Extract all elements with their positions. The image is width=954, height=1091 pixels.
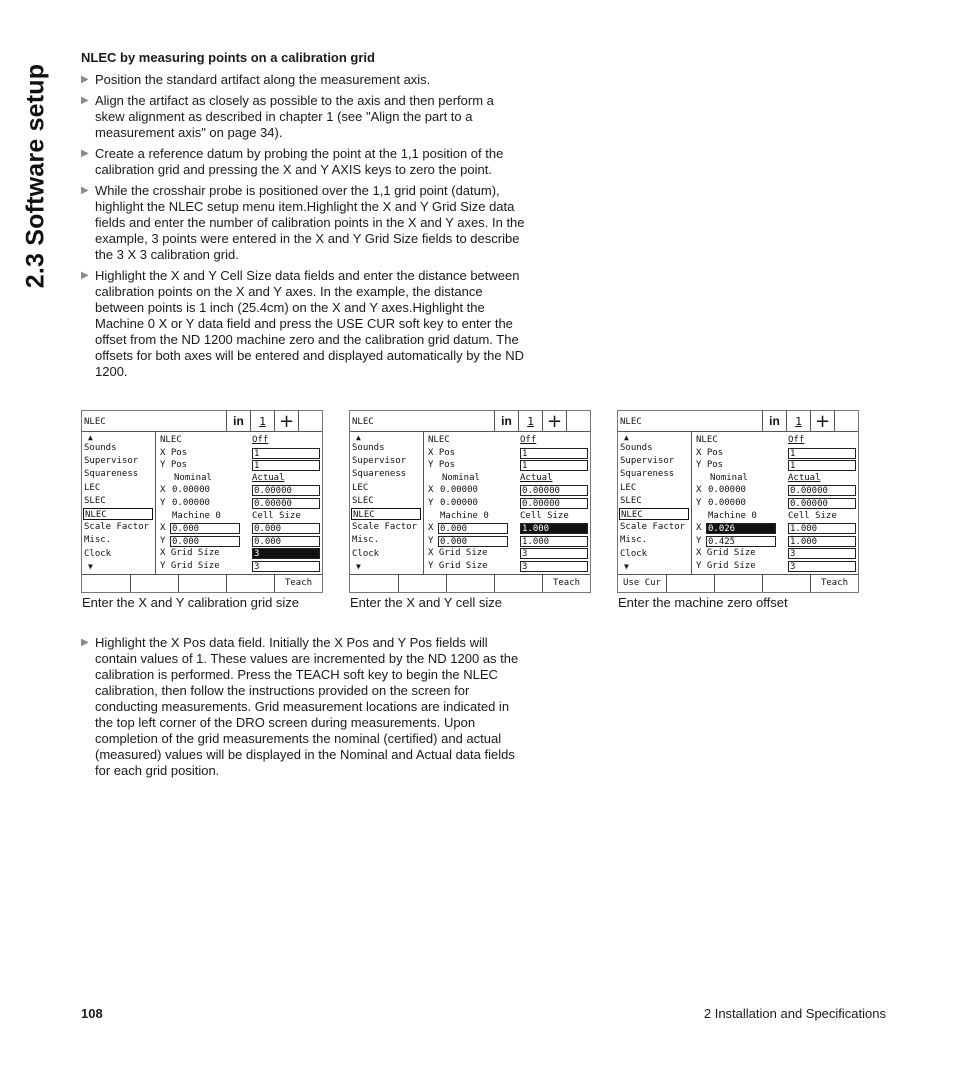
setup-menu <box>618 432 692 574</box>
step-text: Create a reference datum by probing the point at the 1,1 position of the calibration grid and pressing the X and Y AXIS keys to zero the point. <box>95 146 504 177</box>
soft-key-blank-2[interactable] <box>446 575 494 592</box>
menu-item[interactable]: Squareness <box>84 469 139 480</box>
menu-item[interactable]: LEC <box>84 482 101 493</box>
menu-scroll-down-icon[interactable]: ▼ <box>356 562 361 571</box>
cell-size-y-field[interactable]: 0.000 <box>252 536 320 547</box>
machine-y-label: Y <box>160 535 166 546</box>
chapter-title: 2 Installation and Specifications <box>703 1006 886 1021</box>
step-text: Align the artifact as closely as possible to the axis and then perform a skew alignment as described in chapter 1 (see "Align the part to a measurement axis" on page 34). <box>95 93 494 140</box>
nominal-y-label: Y <box>696 498 702 508</box>
nominal-y-value: 0.00000 <box>440 498 478 508</box>
caption-machine-zero: Enter the machine zero offset <box>618 595 788 610</box>
menu-scroll-down-icon[interactable]: ▼ <box>88 562 93 571</box>
crosshair-icon[interactable]: + <box>810 411 834 432</box>
soft-key-teach[interactable]: Teach <box>274 575 322 592</box>
section-heading: NLEC by measuring points on a calibration grid <box>81 50 375 65</box>
machine-zero-label: Machine 0 <box>172 510 221 521</box>
x-pos-field[interactable]: 1 <box>252 448 320 459</box>
machine-x-label: X <box>428 523 434 534</box>
machine-x-label: X <box>160 523 166 534</box>
page-number: 108 <box>81 1006 103 1021</box>
step-text: Position the standard artifact along the measurement axis. <box>95 72 431 87</box>
actual-y-field[interactable]: 0.00000 <box>252 498 320 509</box>
nominal-label: Nominal <box>174 472 212 483</box>
cell-size-y-field[interactable]: 1.000 <box>520 536 588 547</box>
x-pos-label: X Pos <box>696 447 724 458</box>
zero-datum-icon[interactable]: 1 <box>786 411 810 432</box>
instruction-step <box>81 93 526 141</box>
y-pos-field[interactable]: 1 <box>252 460 320 471</box>
menu-item[interactable]: Scale Factor <box>352 522 418 533</box>
menu-item[interactable]: Clock <box>84 548 112 559</box>
instruction-step <box>81 146 526 178</box>
menu-item[interactable]: Supervisor <box>84 456 139 467</box>
cell-size-label: Cell Size <box>252 510 301 521</box>
x-grid-size-label: X Grid Size <box>160 548 220 559</box>
menu-item[interactable]: SLEC <box>352 495 374 506</box>
setup-menu <box>350 432 424 574</box>
nlec-value[interactable]: Off <box>252 435 269 445</box>
actual-x-field[interactable]: 0.00000 <box>788 485 856 496</box>
menu-item[interactable]: Squareness <box>620 469 675 480</box>
instruction-step <box>81 268 526 380</box>
machine-zero-label: Machine 0 <box>440 510 489 521</box>
soft-key-bar <box>350 574 590 592</box>
caption-cell-size: Enter the X and Y cell size <box>350 595 503 610</box>
actual-y-field[interactable]: 0.00000 <box>788 498 856 509</box>
nominal-y-label: Y <box>160 498 166 508</box>
nlec-label: NLEC <box>160 435 182 445</box>
menu-item[interactable]: Scale Factor <box>84 522 150 533</box>
menu-item[interactable]: Misc. <box>84 535 112 546</box>
soft-key-blank-1[interactable] <box>666 575 714 592</box>
machine-zero-y-field[interactable]: 0.425 <box>706 536 776 547</box>
menu-item[interactable]: Clock <box>620 548 648 559</box>
y-grid-size-field[interactable]: 3 <box>252 561 320 572</box>
soft-key-blank-2[interactable] <box>714 575 762 592</box>
screen-title-bar <box>350 411 590 432</box>
menu-item[interactable]: Clock <box>352 548 380 559</box>
x-grid-size-field[interactable]: 3 <box>788 548 856 559</box>
nominal-y-value: 0.00000 <box>172 498 210 508</box>
step-arrow-icon: ▶ <box>81 148 89 159</box>
instruction-step <box>81 635 526 779</box>
nominal-y-label: Y <box>428 498 434 508</box>
instruction-step <box>81 183 526 263</box>
machine-x-label: X <box>696 523 702 534</box>
nominal-x-label: X <box>696 485 702 496</box>
menu-item[interactable]: Scale Factor <box>620 522 686 533</box>
nominal-label: Nominal <box>442 472 480 483</box>
menu-item[interactable]: NLEC <box>83 508 153 520</box>
dro-screen-cell-size <box>349 410 591 593</box>
y-pos-label: Y Pos <box>696 460 724 471</box>
actual-label: Actual <box>252 472 285 483</box>
soft-key-use-cur[interactable]: Use Cur <box>623 578 661 588</box>
actual-x-field[interactable]: 0.00000 <box>520 485 588 496</box>
x-grid-size-field[interactable]: 3 <box>252 548 320 559</box>
x-pos-field[interactable]: 1 <box>520 448 588 459</box>
crosshair-icon[interactable]: + <box>274 411 298 432</box>
step-arrow-icon: ▶ <box>81 185 89 196</box>
machine-zero-x-field[interactable]: 0.000 <box>438 523 508 534</box>
unit-inch-button[interactable]: in <box>762 411 786 432</box>
instruction-list-top <box>81 72 526 385</box>
x-grid-size-label: X Grid Size <box>696 548 756 559</box>
unit-inch-button[interactable]: in <box>494 411 518 432</box>
caption-grid-size: Enter the X and Y calibration grid size <box>82 595 300 610</box>
actual-x-field[interactable]: 0.00000 <box>252 485 320 496</box>
nominal-x-label: X <box>160 485 166 496</box>
cell-size-x-field[interactable]: 1.000 <box>788 523 856 534</box>
step-arrow-icon: ▶ <box>81 95 89 106</box>
machine-y-label: Y <box>696 535 702 546</box>
actual-label: Actual <box>788 472 821 483</box>
menu-item[interactable]: Sounds <box>352 443 385 453</box>
cell-size-y-field[interactable]: 1.000 <box>788 536 856 547</box>
soft-key-teach[interactable]: Teach <box>542 575 590 592</box>
machine-zero-x-field[interactable]: 0.000 <box>170 523 240 534</box>
y-grid-size-label: Y Grid Size <box>160 561 220 571</box>
step-arrow-icon: ▶ <box>81 74 89 85</box>
menu-scroll-up-icon[interactable]: ▲ <box>88 433 93 442</box>
menu-item[interactable]: SLEC <box>620 495 642 506</box>
step-text: Highlight the X and Y Cell Size data fields and enter the distance between calibration points on the X and Y axes. In the example, the distance between points is 1 inch (25.4cm) on the X and Y axes.Highlight the Machine 0 X or Y data field and press the USE CUR soft key to enter the offset from the ND 1200 machine zero and the calibration grid datum. The offsets for both axes will be entered and displayed automatically by the ND 1200. <box>95 268 524 379</box>
nlec-label: NLEC <box>428 435 450 445</box>
y-pos-label: Y Pos <box>428 460 456 471</box>
nominal-label: Nominal <box>710 472 748 483</box>
title-bar-blank-button[interactable] <box>298 411 322 432</box>
nlec-label: NLEC <box>696 435 718 445</box>
menu-item[interactable]: LEC <box>620 482 637 493</box>
soft-key-blank-3[interactable] <box>762 575 810 592</box>
screen-title: NLEC <box>620 417 642 427</box>
soft-key-blank-0[interactable] <box>82 575 130 592</box>
machine-zero-y-field[interactable]: 0.000 <box>170 536 240 547</box>
x-pos-field[interactable]: 1 <box>788 448 856 459</box>
soft-key-blank-1[interactable] <box>398 575 446 592</box>
nominal-y-value: 0.00000 <box>708 498 746 508</box>
crosshair-icon[interactable]: + <box>542 411 566 432</box>
instruction-step <box>81 72 526 88</box>
menu-item[interactable]: Misc. <box>352 535 380 546</box>
nominal-x-value: 0.00000 <box>440 485 478 496</box>
soft-key-blank-0[interactable] <box>350 575 398 592</box>
nominal-x-label: X <box>428 485 434 496</box>
soft-key-blank-1[interactable] <box>130 575 178 592</box>
menu-item[interactable]: NLEC <box>351 508 421 520</box>
soft-key-teach[interactable]: Teach <box>810 575 858 592</box>
zero-datum-icon[interactable]: 1 <box>518 411 542 432</box>
machine-zero-y-field[interactable]: 0.000 <box>438 536 508 547</box>
y-pos-field[interactable]: 1 <box>788 460 856 471</box>
setup-menu <box>82 432 156 574</box>
screen-title: NLEC <box>84 417 106 427</box>
soft-key-bar <box>618 574 858 592</box>
cell-size-x-field[interactable]: 0.000 <box>252 523 320 534</box>
soft-key-bar <box>82 574 322 592</box>
y-grid-size-label: Y Grid Size <box>428 561 488 571</box>
machine-zero-x-field[interactable]: 0.026 <box>706 523 776 534</box>
menu-item[interactable]: SLEC <box>84 495 106 506</box>
menu-item[interactable]: Supervisor <box>352 456 407 467</box>
x-grid-size-label: X Grid Size <box>428 548 488 559</box>
y-grid-size-field[interactable]: 3 <box>788 561 856 572</box>
actual-label: Actual <box>520 472 553 483</box>
menu-scroll-up-icon[interactable]: ▲ <box>356 433 361 442</box>
menu-item[interactable]: Supervisor <box>620 456 675 467</box>
x-grid-size-field[interactable]: 3 <box>520 548 588 559</box>
menu-scroll-up-icon[interactable]: ▲ <box>624 433 629 442</box>
y-grid-size-label: Y Grid Size <box>696 561 756 571</box>
x-pos-label: X Pos <box>160 447 188 458</box>
instruction-list-bottom <box>81 635 526 784</box>
soft-key-blank-3[interactable] <box>494 575 542 592</box>
cell-size-x-field[interactable]: 1.000 <box>520 523 588 534</box>
title-bar-blank-button[interactable] <box>834 411 858 432</box>
nominal-x-value: 0.00000 <box>172 485 210 496</box>
section-side-title: 2.3 Software setup <box>21 63 50 289</box>
y-pos-label: Y Pos <box>160 460 188 471</box>
cell-size-label: Cell Size <box>788 510 837 521</box>
nlec-value[interactable]: Off <box>520 435 537 445</box>
menu-item[interactable]: Misc. <box>620 535 648 546</box>
dro-screen-machine-zero <box>617 410 859 593</box>
y-pos-field[interactable]: 1 <box>520 460 588 471</box>
step-arrow-icon: ▶ <box>81 637 89 648</box>
nominal-x-value: 0.00000 <box>708 485 746 496</box>
screen-title-bar <box>82 411 322 432</box>
cell-size-label: Cell Size <box>520 510 569 521</box>
step-text: While the crosshair probe is positioned over the 1,1 grid point (datum), highlight the NLEC setup menu item.Highlight the X and Y Grid Size data fields and enter the number of calibration points in the X and Y axes. In the example, 3 points were entered in the X and Y Grid Size fields to describe the 3 X 3 calibration grid. <box>95 183 525 262</box>
screen-title: NLEC <box>352 417 374 427</box>
menu-item[interactable]: Sounds <box>620 443 653 453</box>
dro-screen-grid-size <box>81 410 323 593</box>
step-text: Highlight the X Pos data field. Initially the X Pos and Y Pos fields will contain values of 1. These values are incremented by the ND 1200 as the calibration is performed. Press the TEACH soft key to begin the NLEC calibration, then follow the instructions provided on the screen for conducting measurements. Grid measurement locations are indicated in the top left corner of the DRO screen during measurements. Upon completion of the grid measurements the nominal (certified) and actual (measured) values will be displayed in the Nominal and Actual data fields for each grid position. <box>95 635 519 778</box>
menu-scroll-down-icon[interactable]: ▼ <box>624 562 629 571</box>
menu-item[interactable]: LEC <box>352 482 369 493</box>
zero-datum-icon[interactable]: 1 <box>250 411 274 432</box>
soft-key-blank-2[interactable] <box>178 575 226 592</box>
x-pos-label: X Pos <box>428 447 456 458</box>
unit-inch-button[interactable]: in <box>226 411 250 432</box>
screen-title-bar <box>618 411 858 432</box>
actual-y-field[interactable]: 0.00000 <box>520 498 588 509</box>
y-grid-size-field[interactable]: 3 <box>520 561 588 572</box>
title-bar-blank-button[interactable] <box>566 411 590 432</box>
step-arrow-icon: ▶ <box>81 270 89 281</box>
nlec-value[interactable]: Off <box>788 435 805 445</box>
machine-y-label: Y <box>428 535 434 546</box>
soft-key-blank-3[interactable] <box>226 575 274 592</box>
menu-item[interactable]: NLEC <box>619 508 689 520</box>
machine-zero-label: Machine 0 <box>708 510 757 521</box>
menu-item[interactable]: Sounds <box>84 443 117 453</box>
menu-item[interactable]: Squareness <box>352 469 407 480</box>
